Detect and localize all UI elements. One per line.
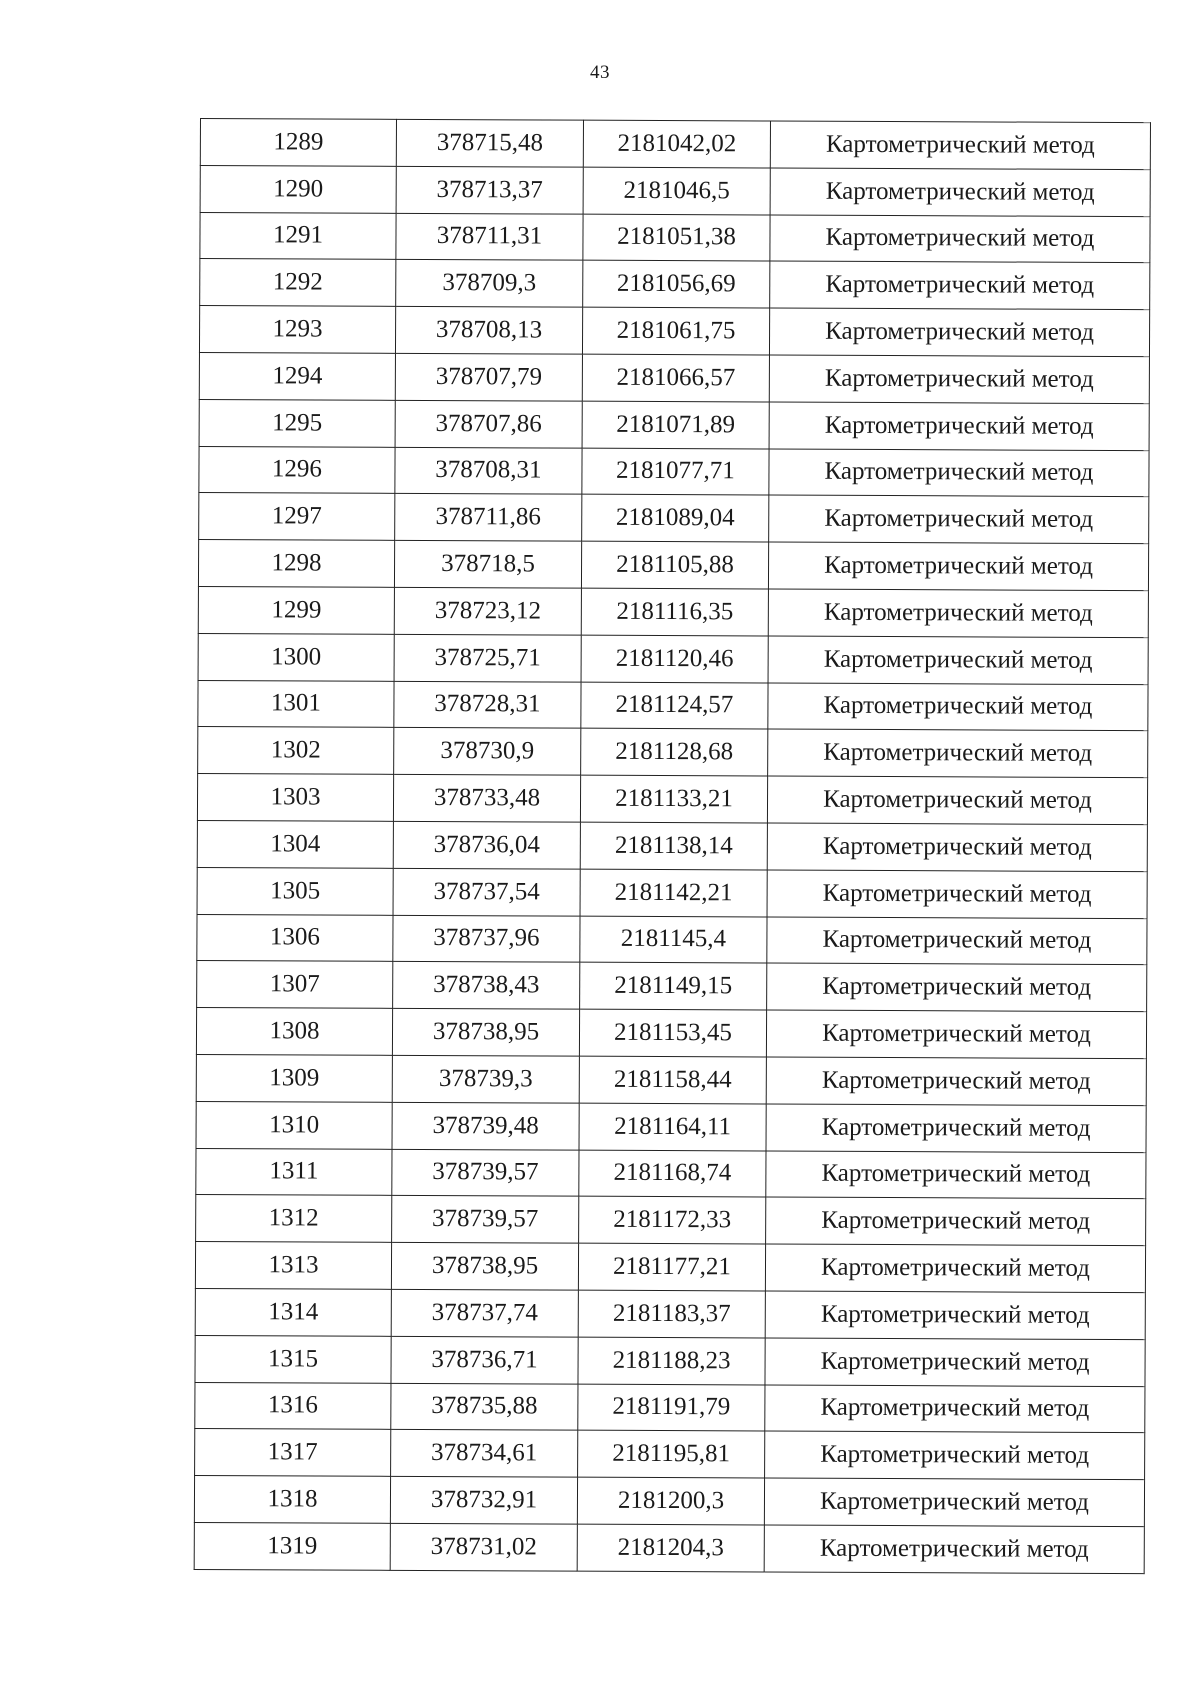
table-row <box>195 1429 1145 1480</box>
table-row <box>196 1101 1146 1152</box>
table-row <box>196 1148 1146 1199</box>
method-cell: Картометрический метод <box>765 1291 1145 1339</box>
table-row <box>200 165 1150 216</box>
point-number-cell: 1306 <box>197 914 393 962</box>
point-number-cell: 1310 <box>196 1101 392 1149</box>
method-cell: Картометрический метод <box>769 449 1149 497</box>
table-row <box>200 119 1150 170</box>
x-coordinate-cell: 378730,9 <box>394 728 581 776</box>
point-number-cell: 1300 <box>198 633 394 681</box>
x-coordinate-cell: 378707,79 <box>395 353 582 401</box>
point-number-cell: 1308 <box>196 1008 392 1056</box>
table-row <box>197 961 1147 1012</box>
x-coordinate-cell: 378718,5 <box>394 541 581 589</box>
x-coordinate-cell: 378711,86 <box>395 494 582 542</box>
method-cell: Картометрический метод <box>767 776 1147 824</box>
y-coordinate-cell: 2181116,35 <box>581 588 768 636</box>
y-coordinate-cell: 2181061,75 <box>582 307 769 355</box>
point-number-cell: 1290 <box>200 165 396 213</box>
point-number-cell: 1292 <box>200 259 396 307</box>
point-number-cell: 1303 <box>197 774 393 822</box>
y-coordinate-cell: 2181124,57 <box>581 682 768 730</box>
x-coordinate-cell: 378725,71 <box>394 634 581 682</box>
method-cell: Картометрический метод <box>767 823 1147 871</box>
y-coordinate-cell: 2181089,04 <box>582 495 769 543</box>
x-coordinate-cell: 378708,13 <box>395 307 582 355</box>
method-cell: Картометрический метод <box>765 1244 1145 1292</box>
y-coordinate-cell: 2181158,44 <box>579 1056 766 1104</box>
y-coordinate-cell: 2181177,21 <box>578 1243 765 1291</box>
x-coordinate-cell: 378738,43 <box>393 962 580 1010</box>
table-row <box>197 867 1147 918</box>
point-number-cell: 1298 <box>198 540 394 588</box>
point-number-cell: 1299 <box>198 586 394 634</box>
point-number-cell: 1319 <box>194 1522 390 1570</box>
y-coordinate-cell: 2181195,81 <box>578 1430 765 1478</box>
y-coordinate-cell: 2181188,23 <box>578 1337 765 1385</box>
method-cell: Картометрический метод <box>766 1151 1146 1199</box>
table-row <box>198 680 1148 731</box>
method-cell: Картометрический метод <box>766 1197 1146 1245</box>
method-cell: Картометрический метод <box>769 308 1149 356</box>
point-number-cell: 1301 <box>198 680 394 728</box>
point-number-cell: 1294 <box>199 352 395 400</box>
x-coordinate-cell: 378739,48 <box>392 1102 579 1150</box>
page-number: 43 <box>590 62 610 83</box>
table-row <box>195 1335 1145 1386</box>
x-coordinate-cell: 378708,31 <box>395 447 582 495</box>
table-row <box>196 1054 1146 1105</box>
point-number-cell: 1297 <box>199 493 395 541</box>
y-coordinate-cell: 2181042,02 <box>583 120 770 168</box>
x-coordinate-cell: 378738,95 <box>392 1008 579 1056</box>
x-coordinate-cell: 378728,31 <box>394 681 581 729</box>
coordinates-table-body <box>194 119 1150 1574</box>
table-row <box>198 633 1148 684</box>
y-coordinate-cell: 2181149,15 <box>580 963 767 1011</box>
y-coordinate-cell: 2181105,88 <box>581 541 768 589</box>
y-coordinate-cell: 2181145,4 <box>580 916 767 964</box>
x-coordinate-cell: 378735,88 <box>391 1383 578 1431</box>
y-coordinate-cell: 2181204,3 <box>577 1524 764 1572</box>
method-cell: Картометрический метод <box>767 870 1147 918</box>
method-cell: Картометрический метод <box>768 636 1148 684</box>
point-number-cell: 1313 <box>195 1242 391 1290</box>
table-row <box>200 212 1150 263</box>
y-coordinate-cell: 2181172,33 <box>579 1196 766 1244</box>
x-coordinate-cell: 378736,04 <box>393 821 580 869</box>
table-row <box>197 914 1147 965</box>
table-row <box>199 446 1149 497</box>
table-row <box>199 493 1149 544</box>
y-coordinate-cell: 2181133,21 <box>580 775 767 823</box>
coordinates-table-wrapper <box>194 118 1150 1574</box>
point-number-cell: 1318 <box>194 1476 390 1524</box>
method-cell: Картометрический метод <box>765 1384 1145 1432</box>
x-coordinate-cell: 378737,96 <box>393 915 580 963</box>
method-cell: Картометрический метод <box>764 1525 1144 1573</box>
point-number-cell: 1304 <box>197 820 393 868</box>
method-cell: Картометрический метод <box>766 1057 1146 1105</box>
table-row <box>198 727 1148 778</box>
method-cell: Картометрический метод <box>765 1431 1145 1479</box>
point-number-cell: 1316 <box>195 1382 391 1430</box>
table-row <box>195 1288 1145 1339</box>
method-cell: Картометрический метод <box>770 261 1150 309</box>
method-cell: Картометрический метод <box>768 683 1148 731</box>
y-coordinate-cell: 2181128,68 <box>581 729 768 777</box>
table-row <box>199 352 1149 403</box>
point-number-cell: 1305 <box>197 867 393 915</box>
x-coordinate-cell: 378709,3 <box>396 260 583 308</box>
x-coordinate-cell: 378723,12 <box>394 587 581 635</box>
method-cell: Картометрический метод <box>765 1338 1145 1386</box>
point-number-cell: 1315 <box>195 1335 391 1383</box>
point-number-cell: 1309 <box>196 1054 392 1102</box>
y-coordinate-cell: 2181066,57 <box>582 354 769 402</box>
point-number-cell: 1296 <box>199 446 395 494</box>
x-coordinate-cell: 378737,74 <box>391 1289 578 1337</box>
method-cell: Картометрический метод <box>766 1010 1146 1058</box>
method-cell: Картометрический метод <box>764 1478 1144 1526</box>
table-row <box>199 399 1149 450</box>
y-coordinate-cell: 2181138,14 <box>580 822 767 870</box>
y-coordinate-cell: 2181077,71 <box>582 448 769 496</box>
method-cell: Картометрический метод <box>769 495 1149 543</box>
table-row <box>198 586 1148 637</box>
y-coordinate-cell: 2181153,45 <box>579 1009 766 1057</box>
point-number-cell: 1314 <box>195 1288 391 1336</box>
method-cell: Картометрический метод <box>767 917 1147 965</box>
y-coordinate-cell: 2181046,5 <box>583 167 770 215</box>
method-cell: Картометрический метод <box>770 168 1150 216</box>
x-coordinate-cell: 378732,91 <box>390 1476 577 1524</box>
y-coordinate-cell: 2181142,21 <box>580 869 767 917</box>
method-cell: Картометрический метод <box>768 729 1148 777</box>
point-number-cell: 1312 <box>196 1195 392 1243</box>
y-coordinate-cell: 2181200,3 <box>577 1477 764 1525</box>
x-coordinate-cell: 378739,3 <box>392 1055 579 1103</box>
y-coordinate-cell: 2181071,89 <box>582 401 769 449</box>
y-coordinate-cell: 2181056,69 <box>583 261 770 309</box>
table-row <box>198 540 1148 591</box>
y-coordinate-cell: 2181183,37 <box>578 1290 765 1338</box>
method-cell: Картометрический метод <box>767 963 1147 1011</box>
table-row <box>197 774 1147 825</box>
x-coordinate-cell: 378733,48 <box>393 775 580 823</box>
table-row <box>197 820 1147 871</box>
table-row <box>194 1476 1144 1527</box>
method-cell: Картометрический метод <box>769 355 1149 403</box>
table-row <box>200 259 1150 310</box>
table-row <box>194 1522 1144 1573</box>
y-coordinate-cell: 2181051,38 <box>583 214 770 262</box>
table-row <box>196 1195 1146 1246</box>
y-coordinate-cell: 2181120,46 <box>581 635 768 683</box>
y-coordinate-cell: 2181164,11 <box>579 1103 766 1151</box>
point-number-cell: 1302 <box>198 727 394 775</box>
point-number-cell: 1307 <box>197 961 393 1009</box>
y-coordinate-cell: 2181168,74 <box>579 1150 766 1198</box>
x-coordinate-cell: 378737,54 <box>393 868 580 916</box>
x-coordinate-cell: 378734,61 <box>391 1430 578 1478</box>
x-coordinate-cell: 378731,02 <box>390 1523 577 1571</box>
point-number-cell: 1295 <box>199 399 395 447</box>
x-coordinate-cell: 378715,48 <box>396 119 583 167</box>
table-row <box>199 306 1149 357</box>
point-number-cell: 1289 <box>200 119 396 167</box>
x-coordinate-cell: 378711,31 <box>396 213 583 261</box>
x-coordinate-cell: 378738,95 <box>391 1242 578 1290</box>
point-number-cell: 1293 <box>199 306 395 354</box>
table-row <box>195 1242 1145 1293</box>
x-coordinate-cell: 378739,57 <box>392 1196 579 1244</box>
point-number-cell: 1291 <box>200 212 396 260</box>
table-row <box>196 1008 1146 1059</box>
method-cell: Картометрический метод <box>769 402 1149 450</box>
x-coordinate-cell: 378739,57 <box>392 1149 579 1197</box>
point-number-cell: 1311 <box>196 1148 392 1196</box>
table-row <box>195 1382 1145 1433</box>
x-coordinate-cell: 378713,37 <box>396 166 583 214</box>
point-number-cell: 1317 <box>195 1429 391 1477</box>
method-cell: Картометрический метод <box>770 215 1150 263</box>
x-coordinate-cell: 378736,71 <box>391 1336 578 1384</box>
method-cell: Картометрический метод <box>770 121 1150 169</box>
y-coordinate-cell: 2181191,79 <box>578 1384 765 1432</box>
x-coordinate-cell: 378707,86 <box>395 400 582 448</box>
method-cell: Картометрический метод <box>766 1104 1146 1152</box>
method-cell: Картометрический метод <box>768 589 1148 637</box>
coordinates-table <box>194 118 1151 1574</box>
method-cell: Картометрический метод <box>768 542 1148 590</box>
